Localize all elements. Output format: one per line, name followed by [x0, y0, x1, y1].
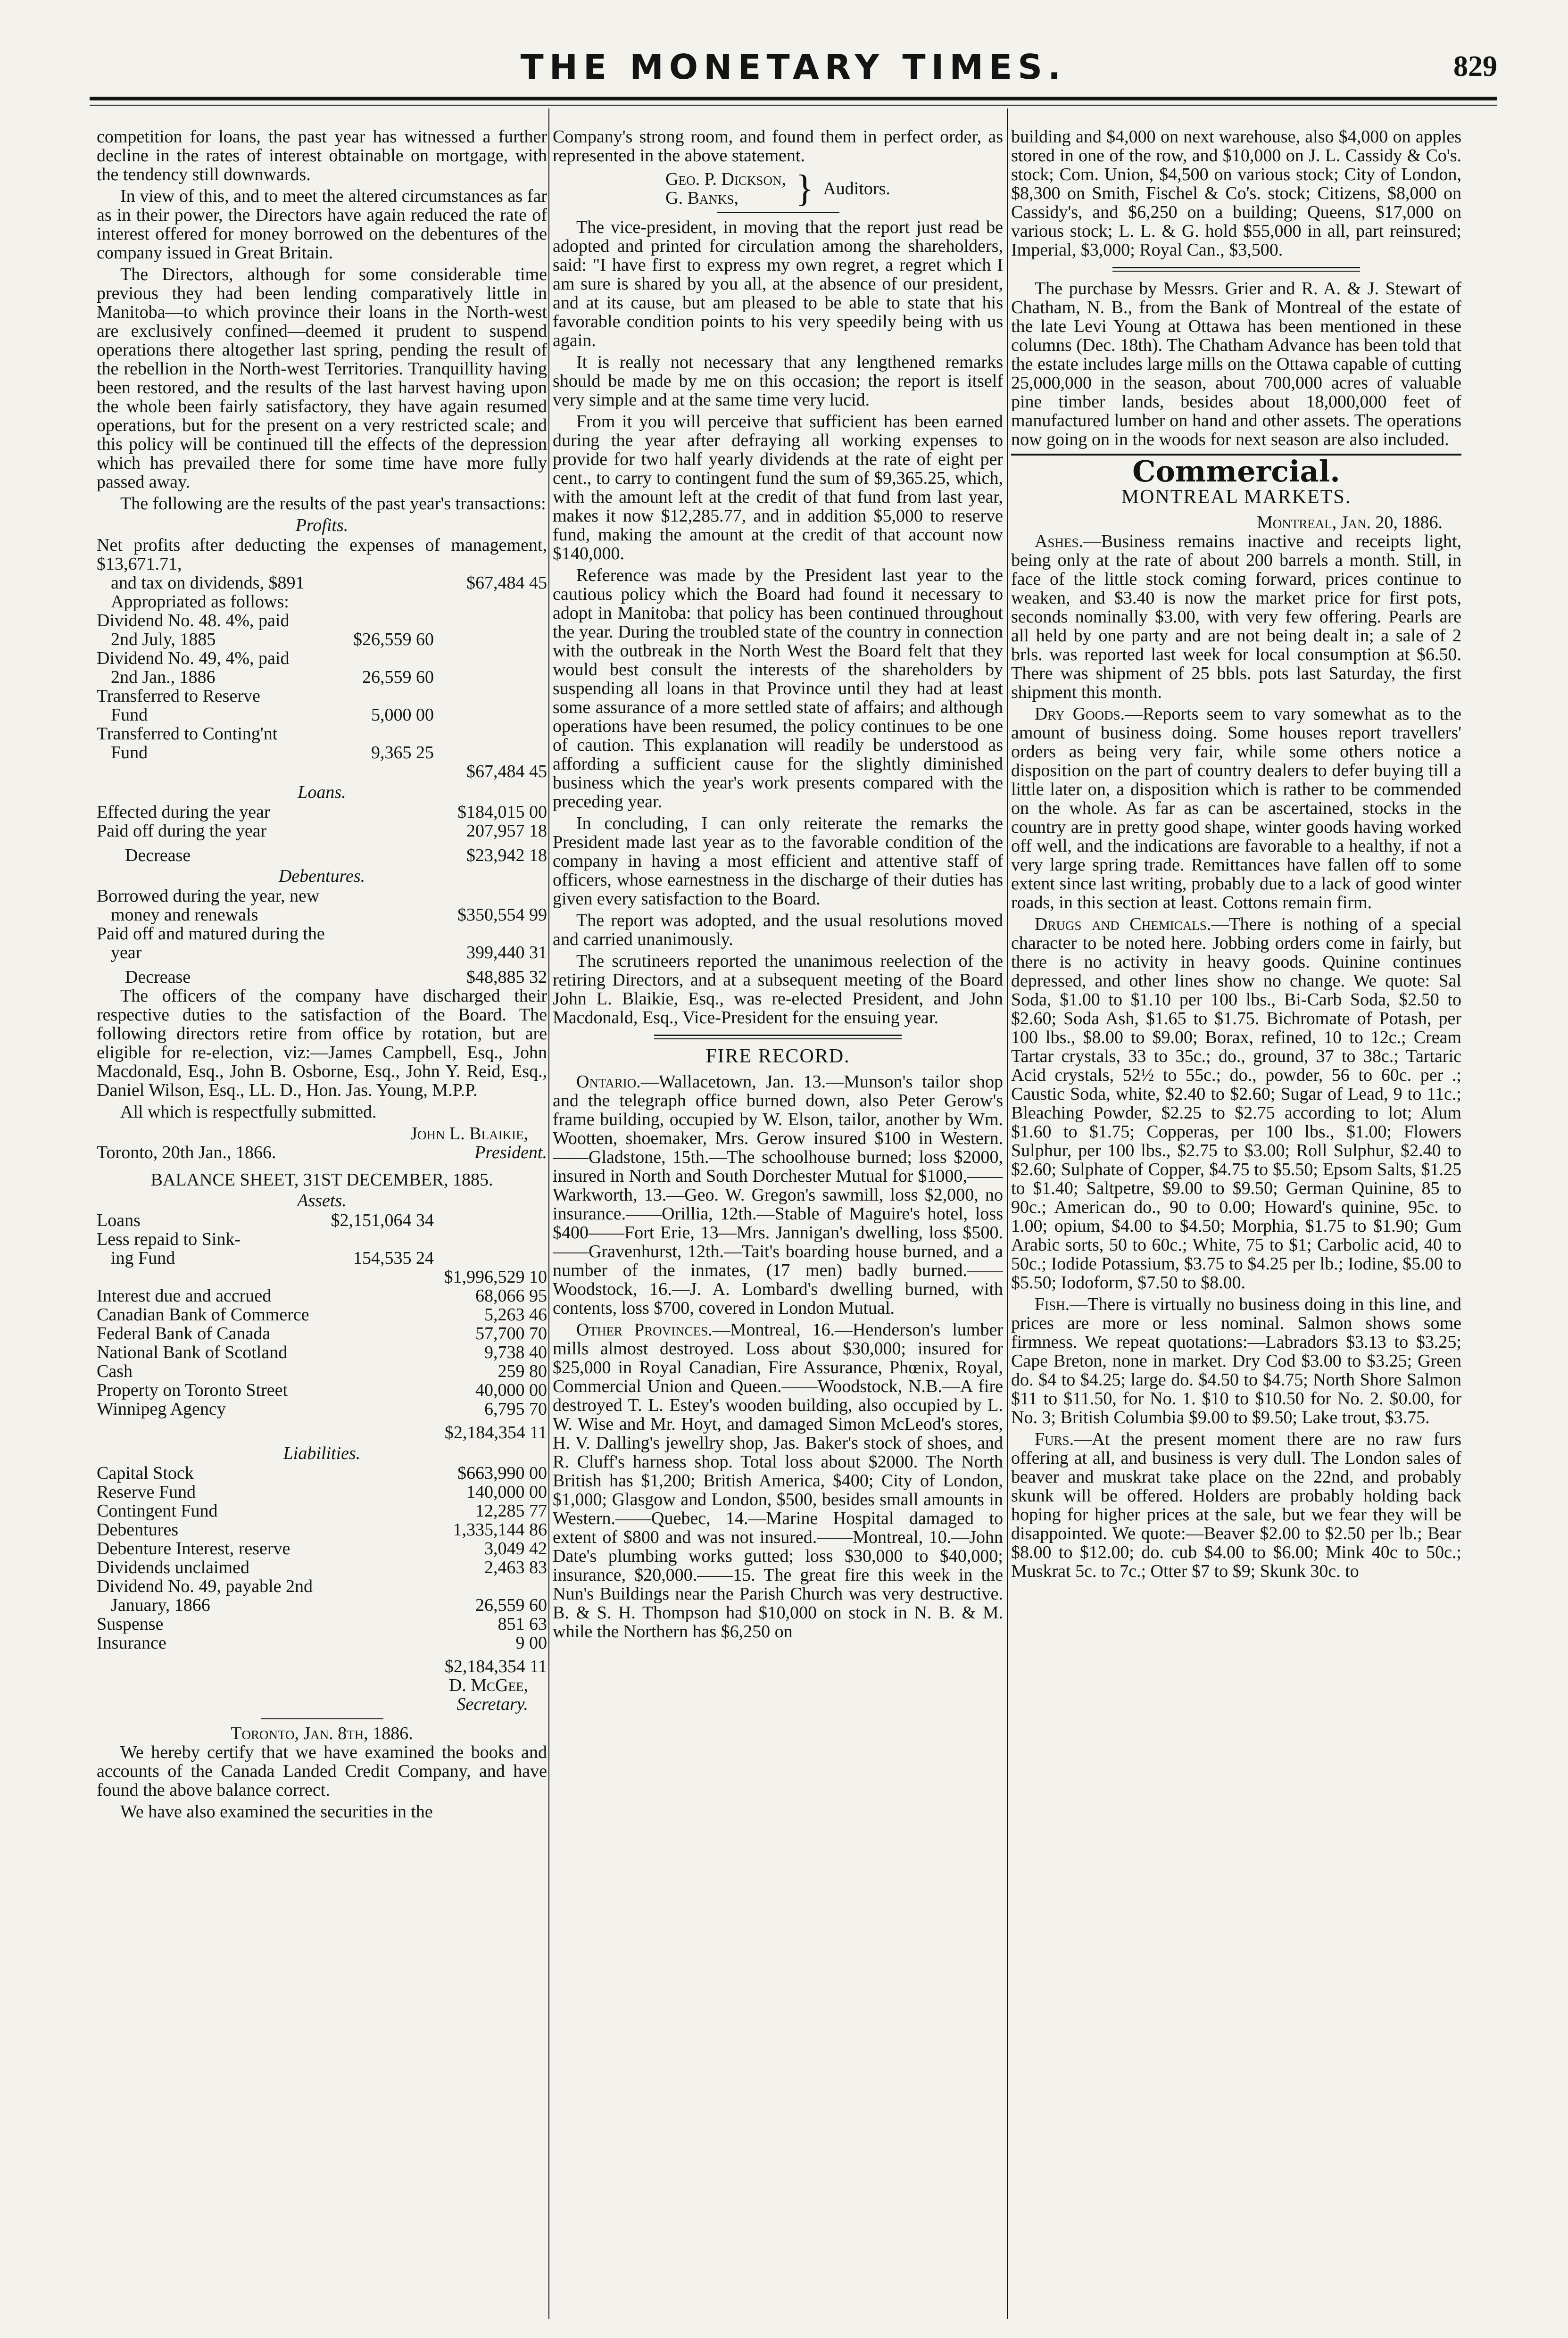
- row-label: Contingent Fund: [97, 1501, 218, 1520]
- liability-row: [97, 1520, 547, 1539]
- row-label: Effected during the year: [97, 803, 270, 821]
- paragraph: competition for loans, the past year has witnessed a further decline in the rates of interest obtainable on mortgage, with the tendency still downwards.: [97, 127, 547, 184]
- row-value: $350,554 99: [457, 905, 547, 925]
- title: Secretary.: [456, 1694, 528, 1714]
- decrease-row: [97, 968, 547, 987]
- transfer-row: [97, 743, 547, 762]
- row-label: Property on Toronto Street: [97, 1381, 288, 1400]
- transfer-row: [97, 705, 547, 724]
- paragraph: The following are the results of the past year's transactions:: [120, 494, 546, 514]
- row-value: 68,066 95: [475, 1286, 547, 1306]
- row-value: $663,990 00: [457, 1463, 547, 1483]
- row-label: Canadian Bank of Commerce: [97, 1305, 309, 1324]
- row-label: Paid off and matured during the: [97, 924, 325, 944]
- divider: [717, 212, 839, 213]
- row-value: 26,559 60: [362, 667, 434, 687]
- row-value: 26,559 60: [475, 1595, 547, 1615]
- profits-row: [97, 573, 547, 592]
- paragraph: The report was adopted, and the usual resolutions moved and carried unanimously.: [553, 911, 1003, 949]
- appropriation-label: Appropriated as follows:: [111, 592, 289, 612]
- column-3: [1011, 127, 1461, 2310]
- fire-record-heading: FIRE RECORD.: [705, 1045, 850, 1067]
- market-fish: [1011, 1295, 1461, 1427]
- paragraph: The Directors, although for some considerable time previous they had been lending comparatively little in Manitoba—to which province their loans in the North-west are exclusively confined—deemed it prudent to suspend operations there altogether last spring, pending the result of the rebellion in the North-west Territories. Tranquillity having been restored, and the results of the last harvest having upon the whole been fairly satisfactory, they have again resumed operations, but for the present on a very restricted scale; and this policy will be continued till the effects of the depression which has prevailed there for some time have more fully passed away.: [97, 265, 547, 492]
- row-label: money and renewals: [111, 905, 258, 924]
- row-value: 259 80: [498, 1361, 547, 1381]
- row-value: $48,885 32: [466, 967, 547, 987]
- lead-in: Ashes.: [1035, 531, 1083, 551]
- column-2: [553, 127, 1003, 2310]
- row-value: 1,335,144 86: [453, 1520, 547, 1540]
- row-value: 5,263 46: [484, 1305, 547, 1325]
- market-furs: [1011, 1430, 1461, 1581]
- assets-list: [97, 1286, 547, 1418]
- paragraph-text: —Reports seem to vary somewhat as to the amount of business doing. Some houses report travellers' orders as being very fair, while some others notice a disposition on the part of country dealers to defer buying till a little later on, a disposition which is rather to be commended on the whole. As far as can be ascertained, stocks in the country are in pretty good shape, winter goods having worked off well, and the indications are favorable to a healthy, if not a very large spring trade. Remittances have fallen off to some extent since last writing, probably due to a lack of good winter roads, in this section at least. Cottons remain firm.: [1011, 704, 1461, 912]
- row-value: 3,049 42: [484, 1539, 547, 1559]
- lead-in: Furs.: [1035, 1429, 1074, 1449]
- loans-row: [97, 803, 547, 821]
- paragraph: It is really not necessary that any lengthened remarks should be made by me on this occasion; the report is itself very simple and at the same time very lucid.: [553, 352, 1003, 410]
- row-value: $2,184,354 11: [444, 1423, 547, 1443]
- row-value: 851 63: [498, 1614, 547, 1634]
- row-value: 399,440 31: [466, 943, 547, 962]
- liability-row: [97, 1483, 547, 1501]
- commercial-heading: Commercial.: [1132, 454, 1340, 489]
- row-value: $26,559 60: [353, 630, 434, 649]
- column-divider: [548, 108, 549, 2319]
- row-label: Federal Bank of Canada: [97, 1324, 271, 1343]
- row-value: 12,285 77: [475, 1501, 547, 1521]
- row-label: Capital Stock: [97, 1464, 194, 1483]
- column-divider: [1007, 108, 1008, 2319]
- row-label: year: [111, 943, 142, 962]
- row-label: Dividends unclaimed: [97, 1558, 249, 1577]
- row-value: 9,365 25: [371, 743, 434, 763]
- row-label: Decrease: [125, 968, 191, 987]
- row-value: $67,484 45: [466, 573, 547, 593]
- place-date: Toronto, 20th Jan., 1866.: [97, 1143, 276, 1162]
- balance-sheet-heading: BALANCE SHEET, 31ST DECEMBER, 1885.: [150, 1170, 493, 1190]
- paragraph: We hereby certify that we have examined the books and accounts of the Canada Landed Credit Company, and have found the above balance correct.: [97, 1742, 547, 1800]
- lead-in: Other Provinces.: [576, 1320, 713, 1340]
- paragraph: The scrutineers reported the unanimous reelection of the retiring Directors, and at a subsequent meeting of the Board John L. Blaikie, Esq., was re-elected President, and John Macdonald, Esq., Vice-President for the ensuing year.: [553, 951, 1003, 1028]
- row-value: $2,184,354 11: [444, 1657, 547, 1676]
- row-label: 2nd July, 1885: [111, 630, 216, 649]
- row-value: $23,942 18: [466, 846, 547, 865]
- asset-row: [97, 1211, 547, 1230]
- row-label: Transferred to Conting'nt: [97, 724, 278, 744]
- row-label: 2nd Jan., 1886: [111, 668, 216, 687]
- paragraph-text: —There is nothing of a special character to be noted here. Jobbing orders come in fairly, but there is no activity in heavy goods. Quinine continues depressed, and other lines show no change. We quote: Sal Soda, $1.00 to $1.10 per 100 lbs., Bi-Carb Soda, $2.50 to $2.60; Soda Ash, $1.65 to $1.75. Bichromate of Potash, per 100 lbs., $8.00 to $9.00; Borax, refined, 10 to 12c.; Cream Tartar crystals, 33 to 35c.; do., ground, 37 to 38c.; Tartaric Acid crystals, 52½ to 55c.; do., powder, 56 to 60c. per .; Caustic Soda, white, $2.40 to $2.60; Sugar of Lead, 9 to 11c.; Bleaching Powder, $2.25 to $2.75 according to lot; Alum $1.60 to $1.75; Copperas, per 100 lbs., $1.00; Flowers Sulphur, per 100 lbs., $2.75 to $3.00; Roll Sulphur, $2.40 to $2.60; Sulphate of Copper, $4.75 to $5.50; Epsom Salts, $1.25 to $1.40; Saltpetre, $9.00 to $9.50; German Quinine, 85 to 90c.; American do., 90 to 0.00; Howard's quinine, 95c. to 1.00; opium, $4.00 to $4.50; Morphia, $1.75 to $1.90; Gum Arabic sorts, 50 to 60c.; White, 75 to $1; Carbolic acid, 40 to 50c.; Iodide Potassium, $3.75 to $4.25 per lb.; Iodine, $5.00 to $5.50; Iodoform, $7.50 to $8.00.: [1011, 914, 1461, 1293]
- row-value: 9 00: [515, 1633, 547, 1653]
- liability-row: [97, 1501, 547, 1520]
- row-value: 154,535 24: [353, 1248, 434, 1268]
- paragraph: The purchase by Messrs. Grier and R. A. & J. Stewart of Chatham, N. B., from the Bank of Montreal of the estate of the late Levi Young at Ottawa has been mentioned in these columns (Dec. 18th). The Chatham Advance has been told that the estate includes large mills on the Ottawa capable of cutting 25,000,000 in the season, about 700,000 acres of valuable pine timber lands, besides about 18,000,000 feet of manufactured lumber on hand and other assets. The operations now going on in the woods for next season are also included.: [1011, 279, 1461, 449]
- row-value: 9,738 40: [484, 1343, 547, 1362]
- asset-row: [97, 1305, 547, 1324]
- paragraph: building and $4,000 on next warehouse, also $4,000 on apples stored in one of the row, and $10,000 on J. L. Cassidy & Co's. stock; Com. Union, $4,500 on various stock; City of London, $8,300 on Smith, Fischel & Co's. stock; Citizens, $8,000 on Cassidy's, and $6,250 on a building; Queens, $17,000 on various stock; L. L. & G. hold $55,000 in all, part reinsured; Imperial, $3,000; Royal Can., $3,500.: [1011, 127, 1461, 260]
- signature: John L. Blaikie,: [410, 1124, 528, 1144]
- row-value: 5,000 00: [371, 705, 434, 725]
- divider: [261, 1718, 383, 1719]
- row-label: January, 1866: [111, 1596, 210, 1615]
- liabilities-list: [97, 1464, 547, 1577]
- loans-row: [97, 821, 547, 840]
- row-value: 6,795 70: [484, 1399, 547, 1419]
- auditor-name: Geo. P. Dickson,: [665, 169, 786, 189]
- asset-row: [97, 1362, 547, 1381]
- row-value: 207,957 18: [466, 821, 547, 841]
- page-number: 829: [1453, 50, 1497, 83]
- auditor-name: G. Banks,: [665, 188, 738, 208]
- dividend-row: [97, 668, 547, 687]
- total-row: [97, 762, 547, 781]
- section-divider: [1112, 267, 1360, 272]
- paragraph-text: —There is virtually no business doing in this line, and prices are more or less nominal. Salmon shows some firmness. We repeat quotations:—Labradors $3.13 to $3.25; Cape Breton, none in market. Dry Cod $3.00 to $3.25; Green do. $4 to $4.25; large do. $4.50 to $4.75; North Shore Salmon $11 to $11.50, for No. 1. $10 to $10.50 for No. 2. $0.00, for No. 3; British Columbia $9.00 to $9.50; Lake trout, $3.75.: [1011, 1294, 1461, 1427]
- column-1: [97, 127, 547, 2310]
- row-label: Dividend No. 48. 4%, paid: [97, 611, 290, 630]
- asset-row: [97, 1343, 547, 1362]
- place-date: Toronto, Jan. 8th, 1886.: [231, 1724, 413, 1743]
- row-value: 2,463 83: [484, 1558, 547, 1577]
- section-heading: Liabilities.: [283, 1443, 361, 1463]
- paragraph: The vice-president, in moving that the report just read be adopted and printed for circulation among the shareholders, said: "I have first to express my own regret, a regret which I am sure is shared by you all, at the absence of our president, and at its cause, but am pleased to be able to state that his favorable condition points to his very speedily being with us again.: [553, 217, 1003, 350]
- liability-row: [97, 1558, 547, 1577]
- row-label: Fund: [111, 705, 148, 724]
- paragraph-text: —Wallacetown, Jan. 13.—Munson's tailor shop and the telegraph office burned down, also Peter Gerow's frame building, occupied by W. Elson, tailor, another by Wm. Wootten, shoemaker, Mrs. Gerow insured $100 in Western.——Gladstone, 15th.—The schoolhouse burned; loss $2000, insured in North and South Dorchester Mutual for $1000,——Warkworth, 13.—Geo. W. Gregon's sawmill, loss $2,000, no insurance.——Orillia, 12th.—Stable of Maguire's hotel, loss $400——Fort Erie, 13—Mrs. Jannigan's dwelling, loss $500.——Gravenhurst, 12th.—Tait's boarding house burned, and a number of the inmates, (17 men) badly burned.——Woodstock, 16.—J. A. Lombard's dwelling burned, with contents, loss $700, covered in London Mutual.: [553, 1072, 1003, 1318]
- debenture-row: [97, 943, 547, 962]
- auditors-block: [553, 170, 1003, 207]
- asset-row: [97, 1381, 547, 1400]
- row-label: Dividend No. 49, 4%, paid: [97, 648, 290, 668]
- debenture-row: [97, 905, 547, 924]
- section-heading: Debentures.: [278, 866, 365, 886]
- decrease-row: [97, 846, 547, 865]
- row-label: National Bank of Scotland: [97, 1343, 288, 1362]
- row-label: Less repaid to Sink-: [97, 1229, 241, 1249]
- profits-label: Net profits after deducting the expenses of management, $13,671.71,: [97, 535, 547, 574]
- asset-row: [97, 1324, 547, 1343]
- paragraph: All which is respectfully submitted.: [120, 1102, 377, 1122]
- title: President.: [474, 1143, 547, 1162]
- liability-row: [97, 1539, 547, 1558]
- paragraph: Company's strong room, and found them in perfect order, as represented in the above statement.: [553, 127, 1003, 166]
- market-drugs: [1011, 915, 1461, 1292]
- publication-title: THE MONETARY TIMES.: [520, 47, 1067, 87]
- row-label: and tax on dividends, $891: [111, 573, 305, 592]
- section-heading: Assets.: [297, 1191, 347, 1210]
- row-value: 57,700 70: [475, 1324, 547, 1343]
- row-value: 140,000 00: [466, 1482, 547, 1502]
- row-label: Transferred to Reserve: [97, 686, 260, 706]
- montreal-markets-heading: MONTREAL MARKETS.: [1121, 486, 1352, 508]
- masthead: [90, 28, 1497, 99]
- paragraph: We have also examined the securities in the: [120, 1802, 433, 1822]
- lead-in: Drugs and Chemicals.: [1035, 914, 1211, 934]
- row-label: Cash: [97, 1362, 133, 1381]
- paragraph: From it you will perceive that sufficient has been earned during the year after defraying all working expenses to provide for two half yearly dividends at the rate of eight per cent., to carry to contingent fund the sum of $9,365.25, which, with the amount left at the credit of that fund from last year, makes it now $12,285.77, and in addition $5,000 to reserve fund, making the amount at the credit of that account now $140,000.: [553, 412, 1003, 564]
- brace-icon: }: [795, 168, 814, 209]
- section-heading: Loans.: [298, 782, 346, 802]
- total-row: [97, 1657, 547, 1676]
- row-label: ing Fund: [111, 1249, 175, 1268]
- paragraph-text: —Business remains inactive and receipts light, being only at the rate of about 200 barrels a month. Still, in face of the little stock coming forward, prices continue to weaken, and $3.40 is now the market price for first pots, seconds nominally $3.00, with very few offering. Pearls are all held by one party and are not being dealt in; a sale of 2 brls. was reported last week for local consumption at $6.50. There was shipment of 25 bbls. pots last Saturday, the first shipment this month.: [1011, 531, 1461, 702]
- row-value: 40,000 00: [475, 1380, 547, 1400]
- asset-row: [97, 1400, 547, 1418]
- masthead-rule-thin: [90, 105, 1497, 106]
- signature-line: [97, 1143, 547, 1162]
- fire-ontario: [553, 1072, 1003, 1318]
- liability-row: [97, 1464, 547, 1483]
- paragraph-text: —At the present moment there are no raw furs offering at all, and business is very dull. The London sales of beaver and muskrat take place on the 22nd, and probably skunk will be offered. Holders are probably holding back hoping for higher prices at the sale, but we fear they will be disappointed. We quote:—Beaver $2.00 to $2.50 per lb.; Bear $8.00 to $12.00; do. cub $4.00 to $6.00; Mink 40c to 50c.; Muskrat 5c. to 7c.; Otter $7 to $9; Skunk 30c. to: [1011, 1429, 1461, 1581]
- fire-other-provinces: [553, 1320, 1003, 1641]
- signature: D. McGee,: [448, 1675, 528, 1695]
- row-value: $2,151,064 34: [331, 1210, 434, 1230]
- asset-net-row: [97, 1268, 547, 1286]
- row-value: $67,484 45: [466, 762, 547, 781]
- masthead-rule: [90, 97, 1497, 100]
- row-label: Debenture Interest, reserve: [97, 1539, 290, 1558]
- row-label: Suspense: [97, 1615, 164, 1633]
- liability-row: [97, 1633, 547, 1652]
- dateline: Montreal, Jan. 20, 1886.: [1256, 513, 1443, 532]
- row-value: $184,015 00: [457, 802, 547, 822]
- row-label: Decrease: [125, 846, 191, 865]
- row-label: Paid off during the year: [97, 821, 267, 840]
- section-heading: Profits.: [295, 515, 348, 535]
- market-dry-goods: [1011, 705, 1461, 912]
- paragraph: In view of this, and to meet the altered circumstances as far as in their power, the Directors have again reduced the rate of interest offered for money borrowed on the debentures of the company issued in Great Britain.: [97, 186, 547, 263]
- row-label: Loans: [97, 1211, 141, 1230]
- row-label: Fund: [111, 743, 148, 762]
- paragraph: The officers of the company have discharged their respective duties to the satisfaction of the Board. The following directors retire from office by rotation, but are eligible for re-election, viz:—James Campbell, Esq., John Macdonald, Esq., John B. Osborne, Esq., John Y. Reid, Esq., Daniel Wilson, Esq., LL. D., Hon. Jas. Young, M.P.P.: [97, 986, 547, 1100]
- row-label: Debentures: [97, 1520, 179, 1539]
- liability-row: [97, 1596, 547, 1615]
- row-label: Dividend No. 49, payable 2nd: [97, 1576, 313, 1596]
- lead-in: Ontario.: [576, 1072, 641, 1092]
- auditors-label: Auditors.: [823, 179, 890, 199]
- row-label: Interest due and accrued: [97, 1286, 272, 1305]
- row-value: $1,996,529 10: [444, 1267, 547, 1287]
- row-label: Reserve Fund: [97, 1483, 196, 1501]
- liability-row: [97, 1615, 547, 1633]
- row-label: Borrowed during the year, new: [97, 886, 320, 906]
- asset-row: [97, 1286, 547, 1305]
- section-divider: [654, 1035, 902, 1039]
- dividend-row: [97, 630, 547, 649]
- row-label: Insurance: [97, 1633, 166, 1652]
- total-row: [97, 1423, 547, 1442]
- paragraph: In concluding, I can only reiterate the remarks the President made last year as to the favorable condition of the company in having a most efficient and attentive staff of officers, whose earnestness in the discharge of their duties has given every satisfaction to the Board.: [553, 813, 1003, 909]
- lead-in: Fish.: [1035, 1294, 1070, 1314]
- lead-in: Dry Goods.: [1035, 704, 1125, 724]
- paragraph: Reference was made by the President last year to the cautious policy which the Board had found it necessary to adopt in Manitoba: that policy has been continued throughout the year. During the troubled state of the country in connection with the outbreak in the North West the Board felt that they would best consult the interests of the shareholders by suspending all loans in that Province until they had at least some assurance of a more settled state of affairs; and although operations have been resumed, the policy continues to be one of caution. This explanation will readily be understood as affording a sufficient cause for the slightly diminished business which the year's work presents compared with the preceding year.: [553, 565, 1003, 812]
- paragraph-text: —Montreal, 16.—Henderson's lumber mills almost destroyed. Loss about $30,000; insured for $25,000 in Royal Canadian, Fire Assurance, Phœnix, Royal, Commercial Union and Queen.——Woodstock, N.B.—A fire destroyed T. L. Estey's wooden building, also occupied by L. W. Wise and Mr. Hoyt, and damaged Simon McLeod's stores, H. V. Dalling's jewellry shop, Jas. Baker's stock of shoes, and R. Cluff's harness shop. Total loss about $2000. The North British has $1,200; British America, $400; City of London, $1,000; Glasgow and London, $500, besides small amounts in Western.——Quebec, 14.—Marine Hospital damaged to extent of $800 and was not insured.——Montreal, 10.—John Date's plumbing works gutted; loss $30,000 to $40,000; insurance, $20,000.——15. The great fire this week in the Nun's Buildings near the Parish Church was very destructive. B. & S. H. Thompson had $10,000 on stock in N. B. & M. while the Northern has $6,250 on: [553, 1320, 1003, 1642]
- market-ashes: [1011, 532, 1461, 702]
- asset-row: [97, 1249, 547, 1268]
- row-label: Winnipeg Agency: [97, 1400, 226, 1418]
